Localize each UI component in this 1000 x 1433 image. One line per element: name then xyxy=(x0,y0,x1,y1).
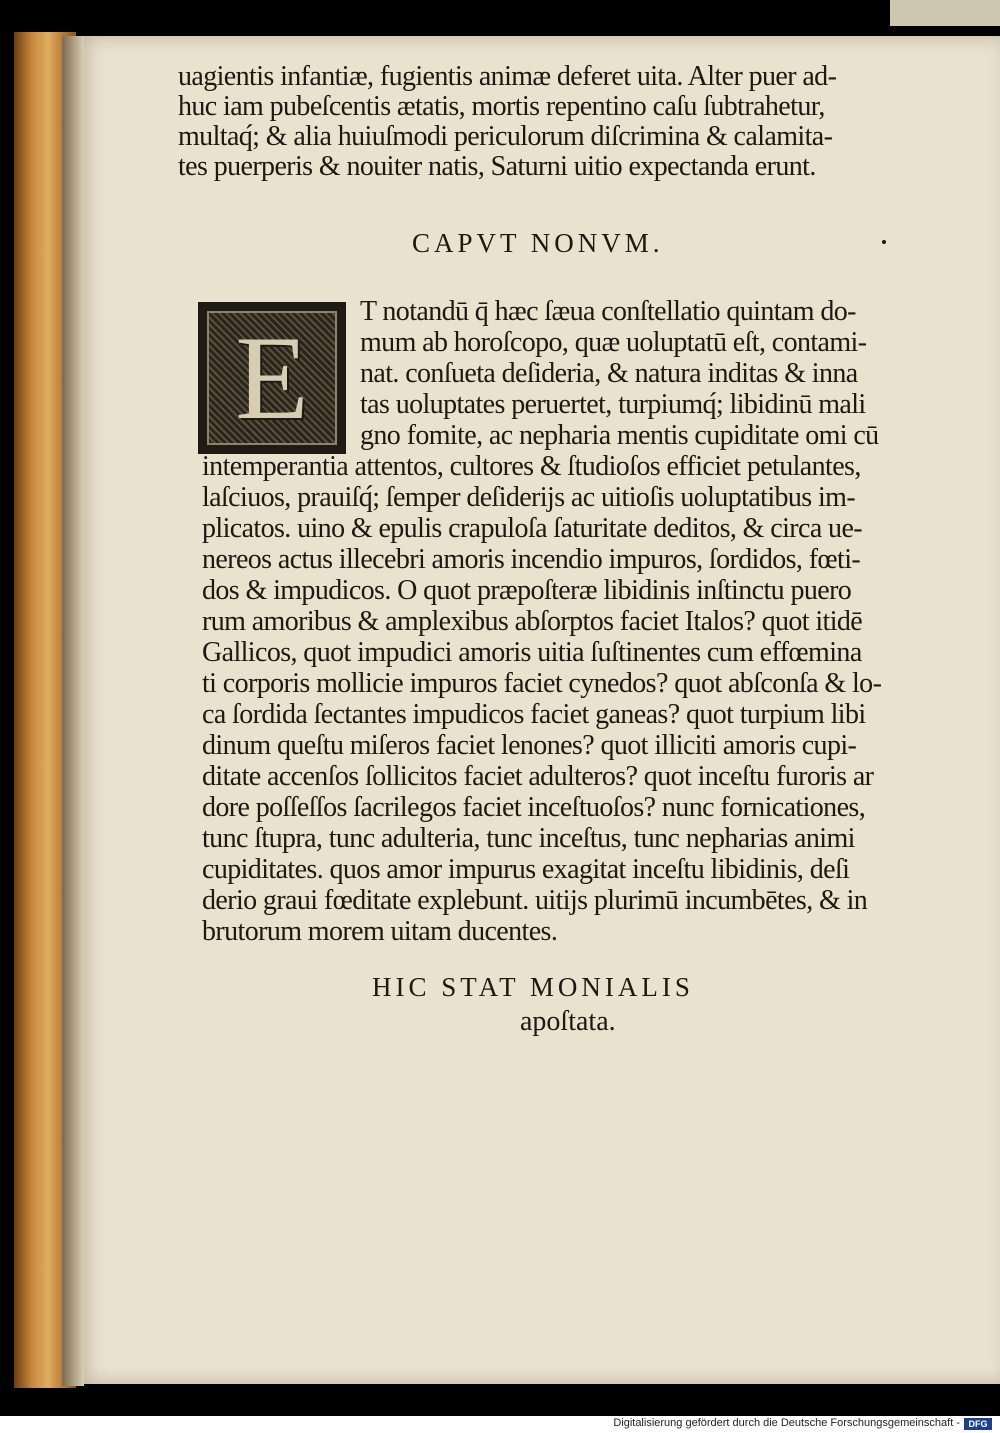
text-line: rum amoribus & amplexibus abſorptos faciet Italos? quot itidē xyxy=(202,606,863,637)
text-line: dore poſſeſſos ſacrilegos faciet inceſtuoſos? nunc fornicationes, xyxy=(202,792,866,823)
chapter-heading: CAPVT NONVM. xyxy=(412,228,664,258)
text-line: brutorum morem uitam ducentes. xyxy=(202,916,558,947)
text-line: dinum queſtu miſeros faciet lenones? quot illiciti amoris cupi- xyxy=(202,730,857,761)
text-line: plicatos. uino & epulis crapuloſa ſaturitate deditos, & circa ue- xyxy=(202,513,863,544)
intro-paragraph xyxy=(178,62,836,182)
text-line: ditate accenſos ſollicitos faciet adulteros? quot inceſtu furoris ar xyxy=(202,761,874,792)
text-line: laſciuos, prauiſq́; ſemper deſiderijs ac uitioſis uoluptatibus im- xyxy=(202,482,856,513)
text-line: mum ab horoſcopo, quæ uoluptatū eſt, contami- xyxy=(360,327,867,358)
page-corner xyxy=(890,0,1000,26)
text-line: tas uoluptates peruertet, turpiumq́; libidinū mali xyxy=(360,389,866,420)
text-line: dos & impudicos. O quot præpoſteræ libidinis inſtinctu puero xyxy=(202,575,852,606)
text-line: nat. conſueta deſideria, & natura inditas & inna xyxy=(360,358,858,389)
text-line: Gallicos, quot impudici amoris uitia ſuſtinentes cum effœmina xyxy=(202,637,862,668)
text-line: intemperantia attentos, cultores & ſtudioſos efficiet petulantes, xyxy=(202,451,861,482)
body-paragraph xyxy=(202,296,881,947)
text-line: ti corporis mollicie impuros faciet cynedos? quot abſconſa & lo- xyxy=(202,668,882,699)
text-line: derio graui fœditate explebunt. uitijs plurimū incumbētes, & in xyxy=(202,885,868,916)
dfg-logo: DFG xyxy=(964,1418,992,1430)
text-line: huc iam pubeſcentis ætatis, mortis repentino caſu ſubtrahetur, xyxy=(178,91,825,122)
text-line: gno fomite, ac nepharia mentis cupiditate omi cū xyxy=(360,420,879,451)
text-line: ca ſordida ſectantes impudicos faciet ganeas? quot turpium libi xyxy=(202,699,866,730)
caption-title: HIC STAT MONIALIS xyxy=(372,972,694,1002)
funding-notice: Digitalisierung gefördert durch die Deutsche Forschungsgemeinschaft - xyxy=(613,1417,960,1429)
text-line: tes puerperis & nouiter natis, Saturni uitio expectanda erunt. xyxy=(178,151,816,182)
text-line: cupiditates. quos amor impurus exagitat inceſtu libidinis, deſi xyxy=(202,854,850,885)
caption-subtitle: apoſtata. xyxy=(520,1006,616,1037)
text-line: multaq́; & alia huiuſmodi periculorum diſcrimina & calamita- xyxy=(178,121,833,152)
ink-dot xyxy=(882,240,886,244)
text-line: nereos actus illecebri amoris incendio impuros, ſordidos, fœti- xyxy=(202,544,861,575)
text-line: T notandū q̄ hæc ſæua conſtellatio quintam do- xyxy=(360,296,856,327)
text-line: uagientis infantiæ, fugientis animæ deferet uita. Alter puer ad- xyxy=(178,61,837,92)
text-line: tunc ſtupra, tunc adulteria, tunc inceſtus, tunc nepharias animi xyxy=(202,823,855,854)
book-gutter xyxy=(62,36,84,1386)
initial-letter: E xyxy=(235,311,309,444)
